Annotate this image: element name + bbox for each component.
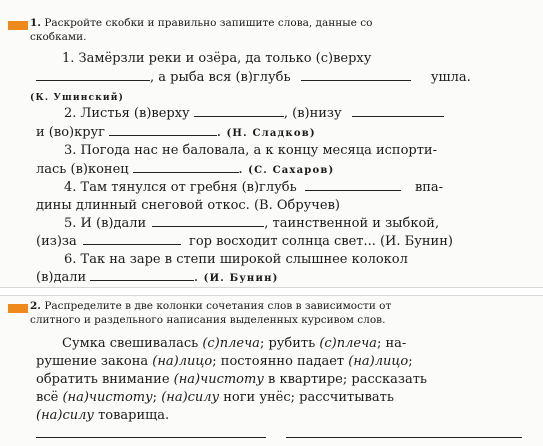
task2-number: 2. xyxy=(30,300,41,312)
task1-text: гор восходит солнца свет... (И. Бунин) xyxy=(189,234,453,249)
task2-line xyxy=(36,354,529,370)
task1-text: , а рыба вся (в)глубь xyxy=(150,70,291,85)
italic-phrase: (с)плеча xyxy=(202,336,260,351)
answer-column-line[interactable] xyxy=(36,437,266,438)
answer-blank[interactable] xyxy=(36,79,150,81)
task2-line xyxy=(36,372,529,388)
task1-text: дины длинный снеговой откос. (В. Обручев) xyxy=(36,198,340,213)
italic-phrase: (на)лицо xyxy=(348,354,409,369)
task1-line xyxy=(62,51,529,67)
task2-line xyxy=(36,390,529,406)
task2-text: обратить внимание xyxy=(36,372,174,387)
task1-line xyxy=(64,106,529,122)
task1-line xyxy=(36,125,529,142)
task1-text: 5. И (в)дали xyxy=(64,216,147,231)
task2-instruction-line2: слитного и раздельного написания выделенных курсивом слов. xyxy=(30,314,386,326)
task1-text: (из)за xyxy=(36,234,77,249)
task2-block xyxy=(0,295,543,446)
task1-text: 6. Так на заре в степи широкой слышнее колокол xyxy=(64,252,408,267)
task1-line xyxy=(36,162,529,179)
task1-text: и (во)круг xyxy=(36,125,105,140)
task2-line xyxy=(36,408,529,424)
task2-text: товарища. xyxy=(93,408,170,423)
task1-text: лась (в)конец xyxy=(36,162,129,177)
task1-text: 4. Там тянулся от гребня (в)глубь xyxy=(64,180,297,195)
task2-text: ; рубить xyxy=(259,336,320,351)
task2-instruction xyxy=(30,299,529,327)
task1-text: (в)дали xyxy=(36,270,87,285)
answer-blank[interactable] xyxy=(83,243,181,245)
answer-blank[interactable] xyxy=(109,134,217,136)
task1-instruction-line2: скобками. xyxy=(30,31,87,43)
task1-line xyxy=(36,234,529,250)
italic-phrase: (на)лицо xyxy=(152,354,213,369)
task1-line xyxy=(36,198,529,214)
task1-text: , таинственной и зыбкой, xyxy=(264,216,440,231)
answer-blank[interactable] xyxy=(305,189,401,191)
task2-text: ; на- xyxy=(376,336,407,351)
task2-text: рушение закона xyxy=(36,354,153,369)
task1-number: 1. xyxy=(30,17,41,29)
task2-line xyxy=(62,336,529,352)
task2-text: ; постоянно падает xyxy=(212,354,349,369)
task1-line xyxy=(64,216,529,232)
italic-phrase: (на)силу xyxy=(36,408,94,423)
task1-text: впа- xyxy=(414,180,444,195)
task1-text: 2. Листья (в)верху xyxy=(64,106,190,121)
author-credit: . (С. Сахаров) xyxy=(238,165,335,176)
task1-line xyxy=(64,180,529,196)
answer-blank[interactable] xyxy=(133,171,239,173)
task1-line xyxy=(36,70,529,86)
task2-text: ; xyxy=(408,354,413,369)
task1-marker xyxy=(8,21,28,30)
task2-text: Сумка свешивалась xyxy=(62,336,203,351)
italic-phrase: (на)чистоту xyxy=(62,390,153,405)
task2-text: всё xyxy=(36,390,63,405)
author-credit: . (Н. Сладков) xyxy=(217,128,316,139)
task1-text: 3. Погода нас не баловала, а к концу месяца испорти- xyxy=(64,143,437,158)
task2-text: ноги унёс; рассчитывать xyxy=(219,390,394,405)
task1-instruction-line1: Раскройте скобки и правильно запишите слова, данные со xyxy=(44,17,373,29)
task1-line xyxy=(64,143,529,159)
task1-line xyxy=(64,252,529,268)
task2-instruction-line1: Распределите в две колонки сочетания слов в зависимости от xyxy=(44,300,392,312)
answer-blank[interactable] xyxy=(152,225,264,227)
answer-blank[interactable] xyxy=(301,79,411,81)
task2-marker xyxy=(8,304,28,313)
task1-instruction xyxy=(30,16,529,44)
author-credit: . (И. Бунин) xyxy=(194,273,279,284)
task1-text: ушла. xyxy=(430,70,471,85)
italic-phrase: (на)силу xyxy=(161,390,220,405)
author-credit: (К. Ушинский) xyxy=(30,93,125,103)
italic-phrase: (на)чистоту xyxy=(173,372,264,387)
task2-text: в квартире; рассказать xyxy=(263,372,427,387)
italic-phrase: (с)плеча xyxy=(319,336,377,351)
task1-line xyxy=(36,270,529,287)
task1-text: , (в)низу xyxy=(283,106,342,121)
task1-text: 1. Замёрзли реки и озёра, да только (с)верху xyxy=(62,51,372,66)
answer-blank[interactable] xyxy=(194,115,284,117)
task1-line xyxy=(30,89,529,106)
answer-blank[interactable] xyxy=(352,115,444,117)
answer-column-line[interactable] xyxy=(286,437,522,438)
task2-text: ; xyxy=(152,390,162,405)
answer-blank[interactable] xyxy=(90,279,194,281)
